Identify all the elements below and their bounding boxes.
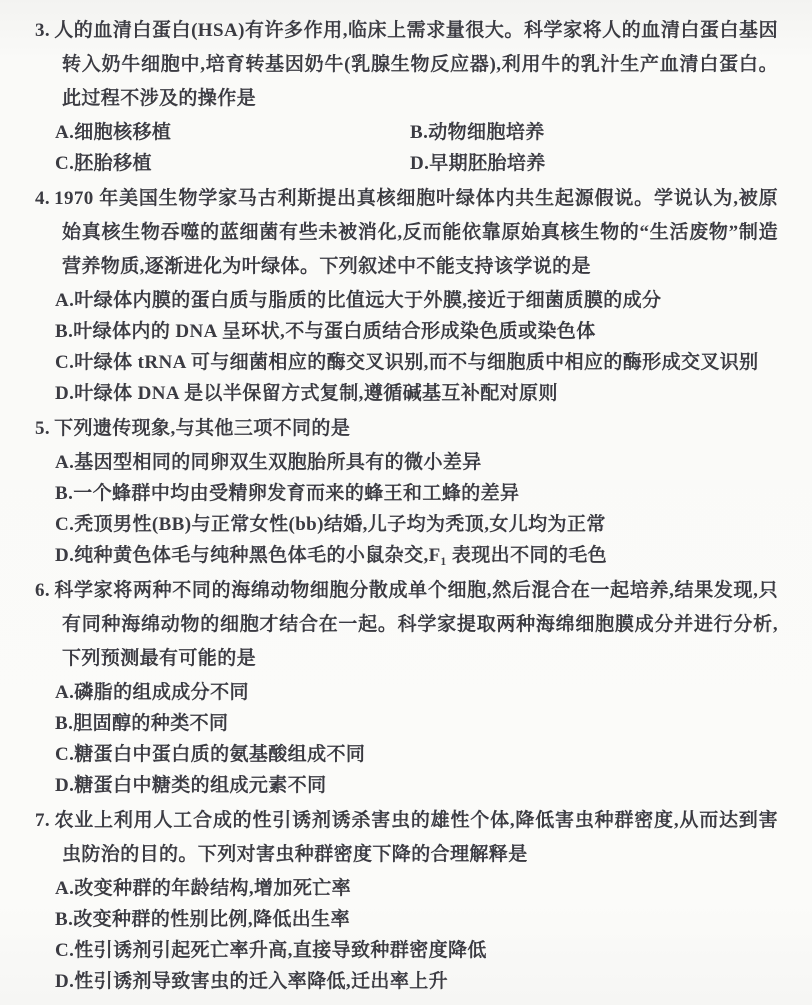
question-5 (35, 412, 778, 571)
question-stem-text: 农业上利用人工合成的性引诱剂诱杀害虫的雄性个体,降低害虫种群密度,从而达到害虫防治的目的。下列对害虫种群密度下降的合理解释是 (54, 810, 778, 865)
option-d: D.性引诱剂导致害虫的迁入率降低,迁出率上升 (55, 971, 449, 992)
question-number: 4. (35, 188, 51, 209)
option-a: A.细胞核移植 (55, 122, 172, 143)
option-c: C.胚胎移植 (55, 153, 152, 174)
option-b: B.一个蜂群中均由受精卵发育而来的蜂王和工蜂的差异 (55, 483, 520, 504)
question-number: 5. (35, 418, 51, 439)
options-list (35, 447, 778, 571)
question-number: 7. (35, 810, 51, 831)
question-stem (35, 574, 778, 676)
option-a: A.叶绿体内膜的蛋白质与脂质的比值远大于外膜,接近于细菌质膜的成分 (55, 290, 662, 311)
question-4 (35, 182, 778, 409)
question-stem-text: 科学家将两种不同的海绵动物细胞分散成单个细胞,然后混合在一起培养,结果发现,只有同种海绵动物的细胞才结合在一起。科学家提取两种海绵细胞膜成分并进行分析,下列预测最有可能的是 (54, 580, 778, 669)
option-a: A.改变种群的年龄结构,增加死亡率 (55, 878, 352, 899)
option-b: B.叶绿体内的 DNA 呈环状,不与蛋白质结合形成染色质或染色体 (55, 321, 596, 342)
option-b: B.动物细胞培养 (410, 122, 545, 143)
question-stem-text: 1970 年美国生物学家马古利斯提出真核细胞叶绿体内共生起源假说。学说认为,被原始真核生物吞噬的蓝细菌有些未被消化,反而能依靠原始真核生物的“生活废物”制造营养物质,逐渐进化为叶绿体。下列叙述中不能支持该学说的是 (54, 188, 778, 277)
options-list (35, 677, 778, 801)
option-c: C.叶绿体 tRNA 可与细菌相应的酶交叉识别,而不与细胞质中相应的酶形成交叉识别 (55, 352, 759, 373)
option-c: C.秃顶男性(BB)与正常女性(bb)结婚,儿子均为秃顶,女儿均为正常 (55, 514, 606, 535)
option-a: A.磷脂的组成成分不同 (55, 682, 249, 703)
option-d: D.叶绿体 DNA 是以半保留方式复制,遵循碱基互补配对原则 (55, 383, 558, 404)
option-a: A.基因型相同的同卵双生双胞胎所具有的微小差异 (55, 452, 482, 473)
option-d: D.早期胚胎培养 (410, 153, 546, 174)
option-c: C.性引诱剂引起死亡率升高,直接导致种群密度降低 (55, 940, 487, 961)
option-c: C.糖蛋白中蛋白质的氨基酸组成不同 (55, 744, 366, 765)
option-b: B.胆固醇的种类不同 (55, 713, 229, 734)
question-6 (35, 574, 778, 801)
options-list (35, 873, 778, 997)
question-stem (35, 14, 778, 116)
question-stem (35, 182, 778, 284)
question-number: 3. (35, 20, 51, 41)
option-d: D.糖蛋白中糖类的组成元素不同 (55, 775, 327, 796)
question-stem (35, 412, 778, 446)
option-b: B.改变种群的性别比例,降低出生率 (55, 909, 350, 930)
question-7 (35, 804, 778, 997)
question-stem-text: 下列遗传现象,与其他三项不同的是 (54, 418, 351, 439)
options-list (35, 285, 778, 409)
question-number: 6. (35, 580, 51, 601)
options-grid (35, 117, 778, 179)
option-d: D.纯种黄色体毛与纯种黑色体毛的小鼠杂交,F₁ 表现出不同的毛色 (55, 545, 608, 566)
question-3 (35, 14, 778, 179)
question-stem (35, 804, 778, 872)
question-stem-text: 人的血清白蛋白(HSA)有许多作用,临床上需求量很大。科学家将人的血清白蛋白基因转入奶牛细胞中,培育转基因奶牛(乳腺生物反应器),利用牛的乳汁生产血清白蛋白。此过程不涉及的操作是 (54, 20, 778, 109)
